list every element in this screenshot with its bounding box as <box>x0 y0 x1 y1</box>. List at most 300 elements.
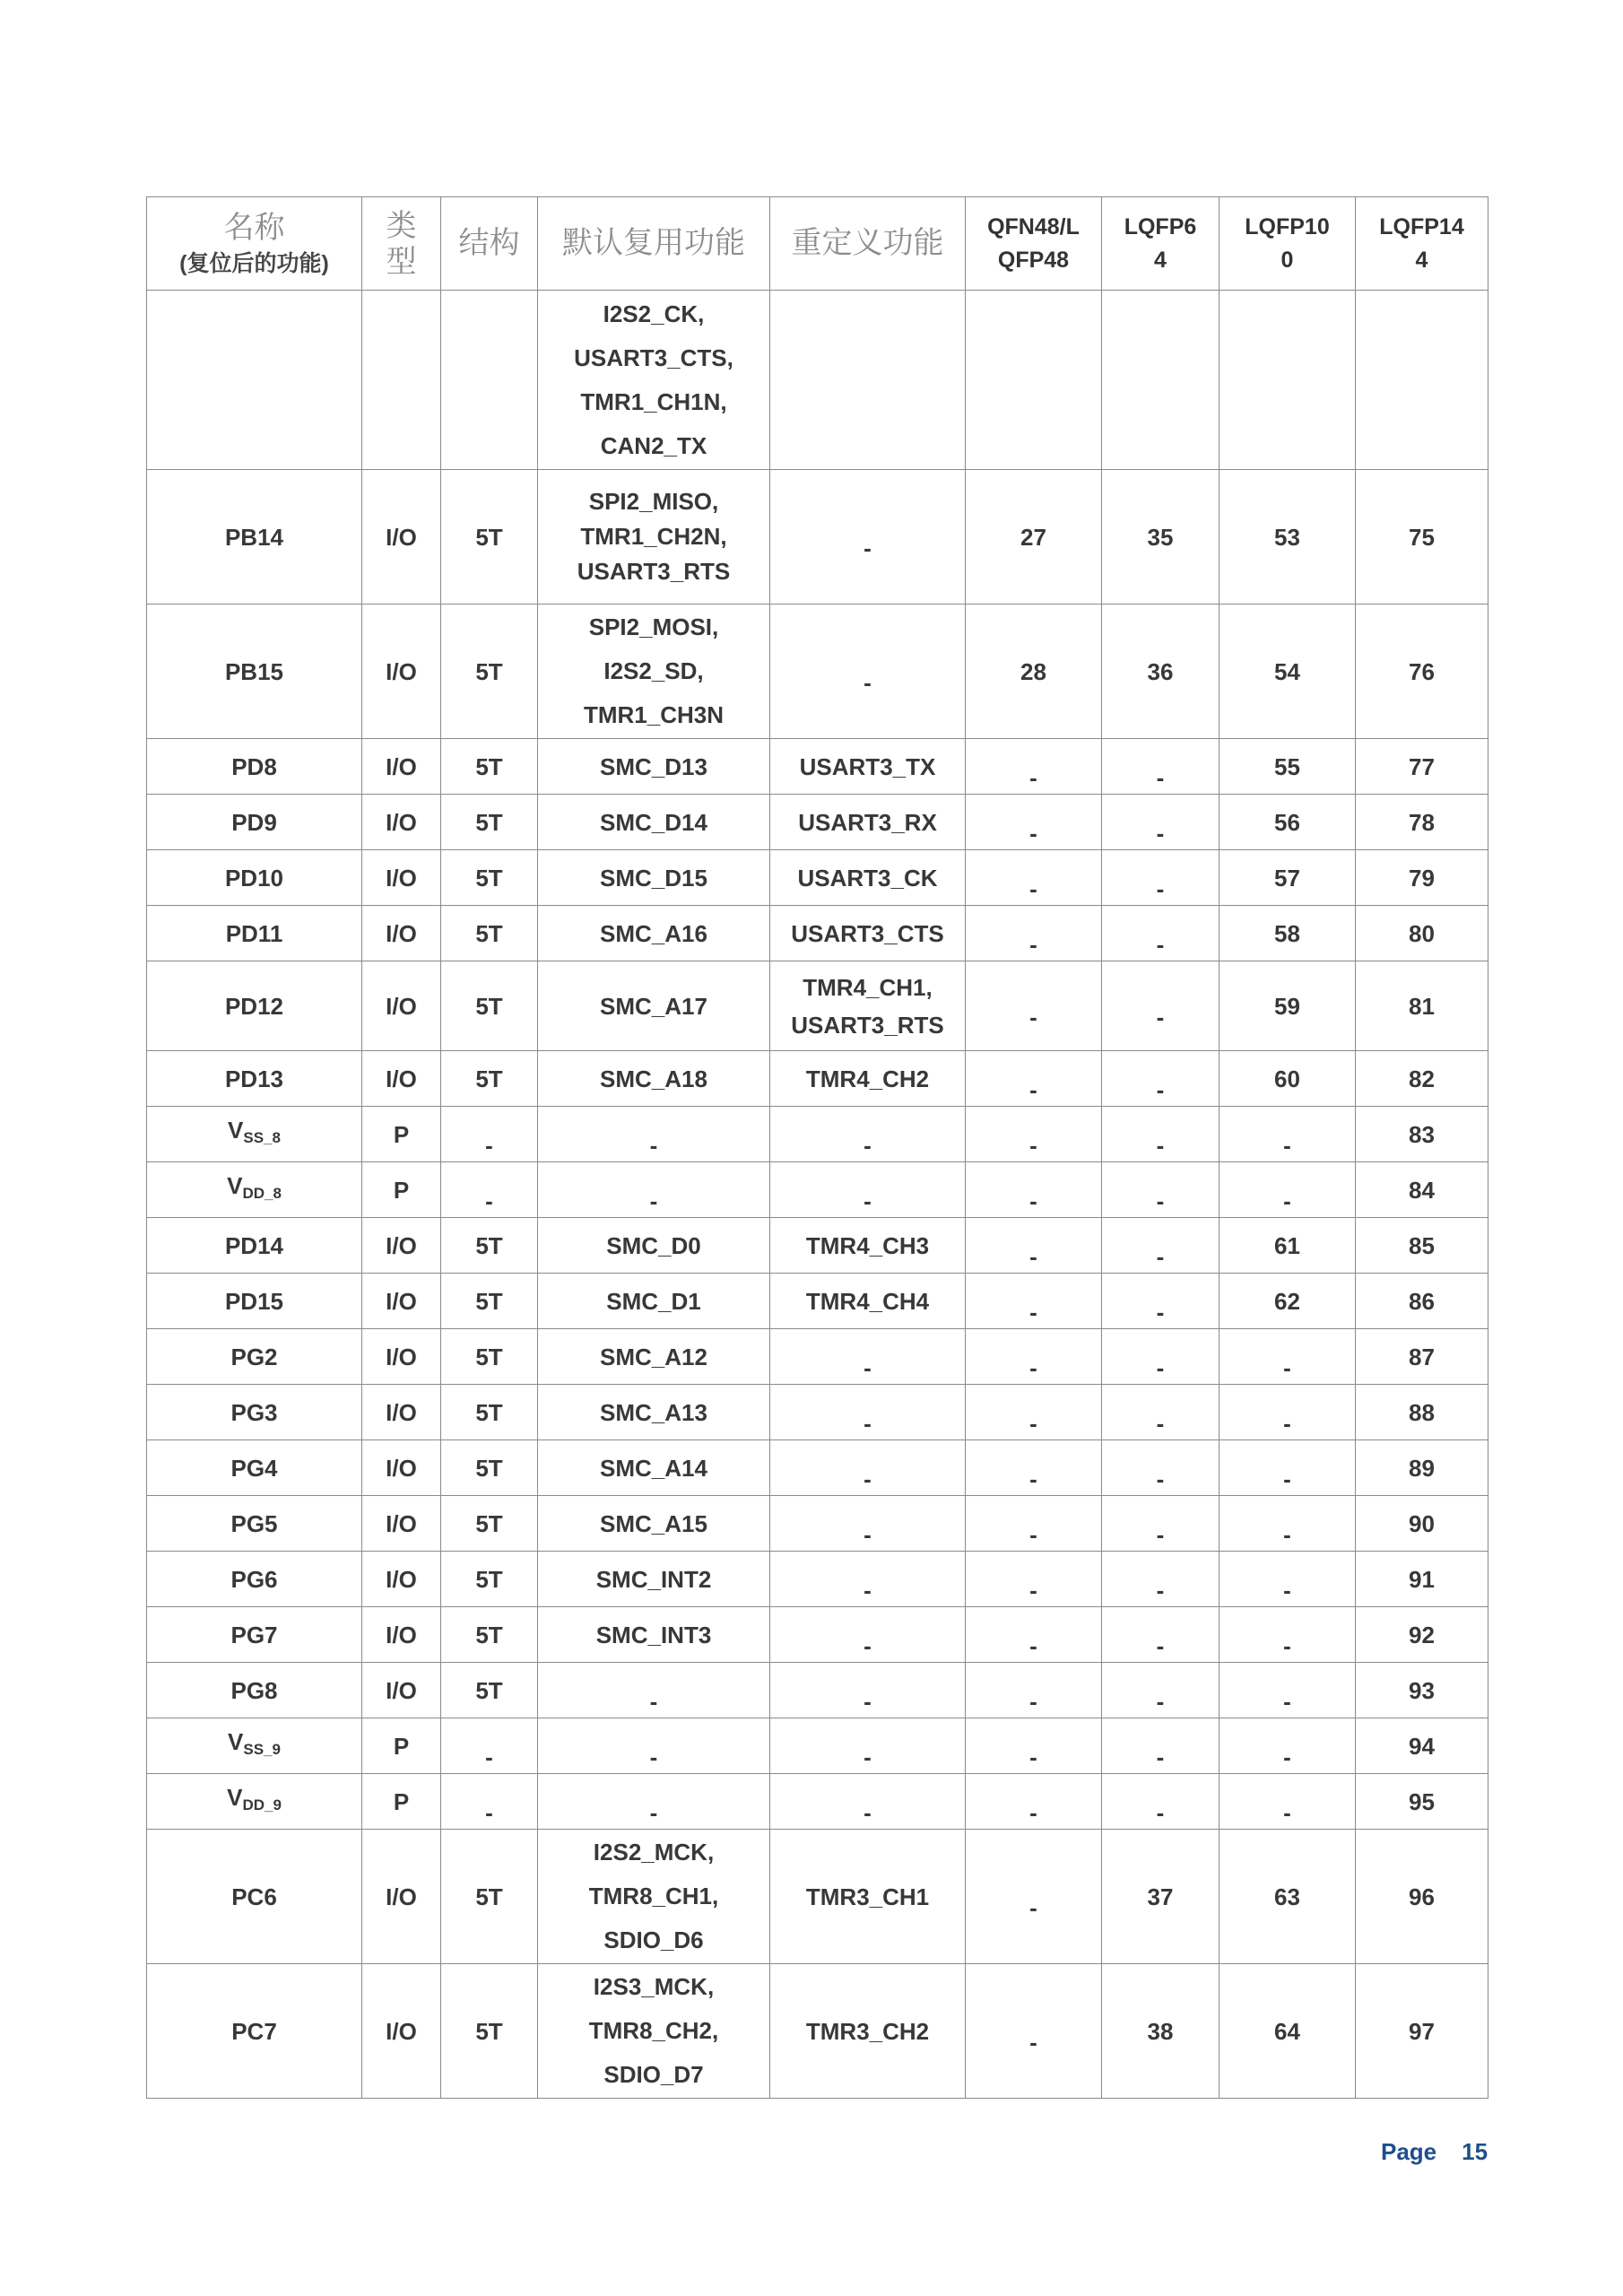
table-row <box>147 1496 1488 1552</box>
cell-name: PD12 <box>147 961 362 1051</box>
af-line: SDIO_D7 <box>603 2061 704 2088</box>
dash-mark: - <box>1283 1131 1291 1159</box>
dash-mark: - <box>1029 1465 1037 1492</box>
cell-name: PG6 <box>147 1552 362 1607</box>
header-name-sublabel: (复位后的功能) <box>179 250 329 276</box>
cell-lqfp64 <box>1102 1440 1219 1496</box>
cell-remap: TMR4_CH3 <box>770 1218 966 1274</box>
dash-mark: - <box>1283 1187 1291 1214</box>
cell-name: PC7 <box>147 1964 362 2099</box>
cell-lqfp100 <box>1219 1774 1356 1830</box>
dash-mark: - <box>649 1743 658 1770</box>
header-name <box>147 197 362 291</box>
cell-lqfp64 <box>1102 1107 1219 1162</box>
cell-lqfp64: 35 <box>1102 470 1219 604</box>
cell-default-af: SMC_D1 <box>538 1274 770 1329</box>
cell-default-af: SMC_D13 <box>538 739 770 795</box>
cell-name: PG4 <box>147 1440 362 1496</box>
power-pin-subscript: SS_8 <box>243 1129 281 1146</box>
cell-lqfp144: 87 <box>1356 1329 1488 1385</box>
cell-structure: 5T <box>441 1552 538 1607</box>
cell-structure <box>441 1718 538 1774</box>
cell-qfn48 <box>966 1552 1102 1607</box>
table-row <box>147 470 1488 604</box>
cell-default-af: SMC_A15 <box>538 1496 770 1552</box>
cell-lqfp144: 90 <box>1356 1496 1488 1552</box>
af-line: I2S3_MCK, <box>593 1973 715 2000</box>
dash-mark: - <box>864 1798 872 1826</box>
cell-structure: 5T <box>441 1385 538 1440</box>
dash-mark: - <box>1283 1520 1291 1548</box>
dash-mark: - <box>1029 874 1037 902</box>
table-row <box>147 1964 1488 2099</box>
cell-remap <box>770 1162 966 1218</box>
dash-mark: - <box>1029 763 1037 791</box>
table-row <box>147 1385 1488 1440</box>
dash-mark: - <box>1156 1631 1165 1659</box>
cell-lqfp100 <box>1219 291 1356 470</box>
cell-lqfp100 <box>1219 1329 1356 1385</box>
cell-structure: 5T <box>441 1440 538 1496</box>
cell-type: I/O <box>362 1440 441 1496</box>
cell-default-af: SMC_INT3 <box>538 1607 770 1663</box>
cell-default-af <box>538 1107 770 1162</box>
header-qfn48-line1: QFN48/L <box>987 213 1080 239</box>
cell-lqfp144: 94 <box>1356 1718 1488 1774</box>
cell-type: I/O <box>362 1964 441 2099</box>
cell-qfn48 <box>966 291 1102 470</box>
cell-name: PD11 <box>147 906 362 961</box>
cell-qfn48 <box>966 1607 1102 1663</box>
dash-mark: - <box>649 1687 658 1715</box>
cell-default-af <box>538 1964 770 2099</box>
cell-remap: USART3_CK <box>770 850 966 906</box>
power-pin-subscript: SS_9 <box>243 1741 281 1758</box>
cell-name: PG2 <box>147 1329 362 1385</box>
cell-lqfp64 <box>1102 1552 1219 1607</box>
dash-mark: - <box>1156 1743 1165 1770</box>
dash-mark: - <box>864 1743 872 1770</box>
cell-default-af <box>538 1162 770 1218</box>
cell-structure: 5T <box>441 795 538 850</box>
cell-lqfp64 <box>1102 1385 1219 1440</box>
table-row <box>147 604 1488 739</box>
cell-remap <box>770 470 966 604</box>
dash-mark: - <box>649 1131 658 1159</box>
cell-name: PD15 <box>147 1274 362 1329</box>
cell-default-af: SMC_D0 <box>538 1218 770 1274</box>
cell-qfn48 <box>966 1385 1102 1440</box>
table-row <box>147 850 1488 906</box>
table-header-row <box>147 197 1488 291</box>
cell-remap: USART3_TX <box>770 739 966 795</box>
cell-structure: 5T <box>441 961 538 1051</box>
cell-lqfp100: 62 <box>1219 1274 1356 1329</box>
table-row <box>147 961 1488 1051</box>
dash-mark: - <box>485 1798 493 1826</box>
cell-qfn48 <box>966 1663 1102 1718</box>
cell-structure: 5T <box>441 1964 538 2099</box>
cell-lqfp144: 75 <box>1356 470 1488 604</box>
cell-lqfp144: 92 <box>1356 1607 1488 1663</box>
cell-lqfp144: 81 <box>1356 961 1488 1051</box>
table-row <box>147 1718 1488 1774</box>
table-row <box>147 1218 1488 1274</box>
cell-type: I/O <box>362 1830 441 1964</box>
cell-lqfp144: 97 <box>1356 1964 1488 2099</box>
cell-structure: 5T <box>441 1051 538 1107</box>
cell-qfn48 <box>966 1440 1102 1496</box>
af-line: TMR1_CH1N, <box>580 387 727 415</box>
cell-type: P <box>362 1718 441 1774</box>
cell-structure: 5T <box>441 1329 538 1385</box>
cell-qfn48: 27 <box>966 470 1102 604</box>
cell-lqfp100: 58 <box>1219 906 1356 961</box>
cell-lqfp100: 53 <box>1219 470 1356 604</box>
dash-mark: - <box>1283 1687 1291 1715</box>
table-row <box>147 1552 1488 1607</box>
cell-name: PB14 <box>147 470 362 604</box>
cell-lqfp64 <box>1102 1051 1219 1107</box>
cell-name <box>147 1774 362 1830</box>
cell-lqfp144: 91 <box>1356 1552 1488 1607</box>
dash-mark: - <box>1029 1075 1037 1103</box>
cell-type <box>362 291 441 470</box>
cell-lqfp64 <box>1102 1218 1219 1274</box>
cell-type: I/O <box>362 1496 441 1552</box>
cell-qfn48 <box>966 906 1102 961</box>
cell-lqfp144: 78 <box>1356 795 1488 850</box>
cell-qfn48 <box>966 850 1102 906</box>
dash-mark: - <box>1029 1631 1037 1659</box>
cell-structure: 5T <box>441 906 538 961</box>
cell-lqfp64: 36 <box>1102 604 1219 739</box>
header-lqfp64 <box>1102 197 1219 291</box>
cell-qfn48 <box>966 961 1102 1051</box>
cell-structure <box>441 1162 538 1218</box>
header-lqfp100 <box>1219 197 1356 291</box>
dash-mark: - <box>1156 1576 1165 1604</box>
dash-mark: - <box>864 534 872 561</box>
header-type <box>362 197 441 291</box>
dash-mark: - <box>864 1687 872 1715</box>
power-pin-main: V <box>227 1784 243 1811</box>
cell-qfn48 <box>966 1496 1102 1552</box>
af-line: CAN2_TX <box>600 431 707 459</box>
header-type-line1: 类 <box>386 208 417 243</box>
cell-lqfp64 <box>1102 1162 1219 1218</box>
af-line: TMR8_CH1, <box>588 1883 719 1909</box>
cell-type: I/O <box>362 604 441 739</box>
cell-lqfp64 <box>1102 1718 1219 1774</box>
dash-mark: - <box>864 1131 872 1159</box>
cell-lqfp100: 55 <box>1219 739 1356 795</box>
dash-mark: - <box>1029 1743 1037 1770</box>
af-line: TMR1_CH2N, <box>580 523 727 550</box>
cell-lqfp144: 83 <box>1356 1107 1488 1162</box>
cell-remap <box>770 1496 966 1552</box>
cell-name <box>147 291 362 470</box>
dash-mark: - <box>1283 1743 1291 1770</box>
cell-remap <box>770 1329 966 1385</box>
header-default-af <box>538 197 770 291</box>
cell-structure: 5T <box>441 470 538 604</box>
dash-mark: - <box>1029 2028 1037 2056</box>
table-row <box>147 795 1488 850</box>
cell-qfn48 <box>966 1830 1102 1964</box>
dash-mark: - <box>1156 1187 1165 1214</box>
cell-lqfp64 <box>1102 1774 1219 1830</box>
dash-mark: - <box>1156 874 1165 902</box>
cell-lqfp144: 89 <box>1356 1440 1488 1496</box>
dash-mark: - <box>649 1187 658 1214</box>
cell-default-af <box>538 1718 770 1774</box>
cell-name: PD10 <box>147 850 362 906</box>
cell-default-af: SMC_D14 <box>538 795 770 850</box>
cell-lqfp64 <box>1102 1607 1219 1663</box>
dash-mark: - <box>485 1743 493 1770</box>
dash-mark: - <box>864 1465 872 1492</box>
cell-lqfp64: 37 <box>1102 1830 1219 1964</box>
cell-default-af: SMC_INT2 <box>538 1552 770 1607</box>
af-line: SDIO_D6 <box>603 1926 704 1953</box>
dash-mark: - <box>1029 1242 1037 1270</box>
header-type-line2: 型 <box>386 244 417 279</box>
header-qfn48-line2: QFP48 <box>997 247 1070 273</box>
cell-lqfp144: 93 <box>1356 1663 1488 1718</box>
cell-lqfp144: 86 <box>1356 1274 1488 1329</box>
cell-lqfp100: 59 <box>1219 961 1356 1051</box>
cell-qfn48 <box>966 1329 1102 1385</box>
cell-lqfp100 <box>1219 1440 1356 1496</box>
cell-remap <box>770 291 966 470</box>
cell-remap <box>770 1385 966 1440</box>
table-row <box>147 906 1488 961</box>
dash-mark: - <box>864 1353 872 1381</box>
cell-type: P <box>362 1774 441 1830</box>
header-lqfp144-line2: 4 <box>1415 247 1428 273</box>
cell-qfn48 <box>966 1964 1102 2099</box>
cell-name: PG7 <box>147 1607 362 1663</box>
cell-lqfp100: 57 <box>1219 850 1356 906</box>
cell-name <box>147 1107 362 1162</box>
dash-mark: - <box>864 1631 872 1659</box>
cell-remap: TMR4_CH4 <box>770 1274 966 1329</box>
cell-lqfp100: 63 <box>1219 1830 1356 1964</box>
dash-mark: - <box>1029 1298 1037 1326</box>
dash-mark: - <box>485 1131 493 1159</box>
cell-lqfp144: 80 <box>1356 906 1488 961</box>
cell-lqfp100 <box>1219 1496 1356 1552</box>
af-line: USART3_RTS <box>577 558 731 585</box>
cell-default-af: SMC_A17 <box>538 961 770 1051</box>
cell-structure <box>441 291 538 470</box>
page-label: Page <box>1381 2138 1437 2165</box>
cell-name: PG3 <box>147 1385 362 1440</box>
cell-type: I/O <box>362 1329 441 1385</box>
cell-qfn48 <box>966 795 1102 850</box>
cell-lqfp144: 95 <box>1356 1774 1488 1830</box>
cell-lqfp100 <box>1219 1607 1356 1663</box>
cell-default-af <box>538 470 770 604</box>
cell-remap: TMR3_CH2 <box>770 1964 966 2099</box>
af-line: TMR8_CH2, <box>588 2017 719 2044</box>
header-lqfp144 <box>1356 197 1488 291</box>
cell-remap <box>770 1718 966 1774</box>
dash-mark: - <box>1029 1520 1037 1548</box>
page-footer <box>1381 2138 1488 2166</box>
dash-mark: - <box>1029 930 1037 958</box>
cell-structure: 5T <box>441 1607 538 1663</box>
cell-structure: 5T <box>441 1218 538 1274</box>
cell-lqfp64 <box>1102 961 1219 1051</box>
cell-remap <box>770 604 966 739</box>
dash-mark: - <box>1029 1893 1037 1921</box>
cell-type: I/O <box>362 1385 441 1440</box>
cell-type: I/O <box>362 906 441 961</box>
table-row <box>147 1051 1488 1107</box>
dash-mark: - <box>1283 1576 1291 1604</box>
dash-mark: - <box>1029 819 1037 847</box>
cell-lqfp64 <box>1102 795 1219 850</box>
dash-mark: - <box>1156 1687 1165 1715</box>
cell-type: I/O <box>362 1552 441 1607</box>
cell-lqfp100 <box>1219 1663 1356 1718</box>
cell-lqfp64 <box>1102 1663 1219 1718</box>
af-line: I2S2_SD, <box>603 657 704 684</box>
cell-type: I/O <box>362 739 441 795</box>
header-remap <box>770 197 966 291</box>
cell-name: PC6 <box>147 1830 362 1964</box>
cell-remap <box>770 1607 966 1663</box>
cell-type: I/O <box>362 1607 441 1663</box>
dash-mark: - <box>864 1520 872 1548</box>
cell-name: PB15 <box>147 604 362 739</box>
header-qfn48 <box>966 197 1102 291</box>
cell-remap: USART3_CTS <box>770 906 966 961</box>
power-pin-main: V <box>227 1172 243 1199</box>
dash-mark: - <box>649 1798 658 1826</box>
cell-lqfp64 <box>1102 739 1219 795</box>
dash-mark: - <box>1156 1298 1165 1326</box>
header-structure <box>441 197 538 291</box>
cell-lqfp100: 61 <box>1219 1218 1356 1274</box>
dash-mark: - <box>1029 1576 1037 1604</box>
cell-lqfp64 <box>1102 906 1219 961</box>
cell-lqfp100 <box>1219 1552 1356 1607</box>
dash-mark: - <box>1156 1075 1165 1103</box>
table-row <box>147 1274 1488 1329</box>
cell-lqfp144: 84 <box>1356 1162 1488 1218</box>
af-line: I2S2_CK, <box>603 300 705 327</box>
af-line: USART3_CTS, <box>574 344 733 371</box>
cell-structure: 5T <box>441 739 538 795</box>
header-lqfp100-line1: LQFP10 <box>1245 213 1330 239</box>
dash-mark: - <box>1156 1242 1165 1270</box>
cell-remap <box>770 1552 966 1607</box>
af-line: SPI2_MOSI, <box>588 613 719 640</box>
header-lqfp144-line1: LQFP14 <box>1379 213 1464 239</box>
cell-lqfp144 <box>1356 291 1488 470</box>
cell-structure: 5T <box>441 604 538 739</box>
header-remap-label: 重定义功能 <box>791 226 944 260</box>
cell-type: I/O <box>362 961 441 1051</box>
cell-name: PG8 <box>147 1663 362 1718</box>
header-default-af-label: 默认复用功能 <box>562 226 745 260</box>
dash-mark: - <box>1283 1631 1291 1659</box>
cell-default-af: SMC_A13 <box>538 1385 770 1440</box>
cell-default-af: SMC_A16 <box>538 906 770 961</box>
cell-qfn48 <box>966 1107 1102 1162</box>
dash-mark: - <box>1156 930 1165 958</box>
dash-mark: - <box>1156 1520 1165 1548</box>
table-row <box>147 1774 1488 1830</box>
cell-default-af: SMC_A12 <box>538 1329 770 1385</box>
cell-default-af: SMC_A14 <box>538 1440 770 1496</box>
cell-type: I/O <box>362 1218 441 1274</box>
dash-mark: - <box>1029 1003 1037 1031</box>
cell-structure <box>441 1107 538 1162</box>
dash-mark: - <box>1156 1798 1165 1826</box>
table-row-continuation <box>147 291 1488 470</box>
power-pin-main: V <box>228 1728 244 1755</box>
cell-remap <box>770 1107 966 1162</box>
cell-type: I/O <box>362 1051 441 1107</box>
cell-default-af <box>538 291 770 470</box>
table-row <box>147 1162 1488 1218</box>
cell-lqfp100 <box>1219 1107 1356 1162</box>
cell-qfn48 <box>966 1051 1102 1107</box>
cell-structure <box>441 1774 538 1830</box>
dash-mark: - <box>1283 1353 1291 1381</box>
dash-mark: - <box>864 1409 872 1437</box>
header-lqfp100-line2: 0 <box>1280 247 1294 273</box>
dash-mark: - <box>485 1187 493 1214</box>
power-pin-subscript: DD_9 <box>242 1796 282 1813</box>
dash-mark: - <box>1029 1687 1037 1715</box>
table-body <box>147 291 1488 2099</box>
dash-mark: - <box>1156 1465 1165 1492</box>
table-row <box>147 1830 1488 1964</box>
dash-mark: - <box>1156 1353 1165 1381</box>
dash-mark: - <box>1156 819 1165 847</box>
cell-lqfp144: 85 <box>1356 1218 1488 1274</box>
pin-definition-table <box>146 196 1488 2099</box>
cell-lqfp100: 64 <box>1219 1964 1356 2099</box>
table-row <box>147 1329 1488 1385</box>
cell-default-af <box>538 604 770 739</box>
cell-lqfp64 <box>1102 1274 1219 1329</box>
header-structure-label: 结构 <box>458 226 520 260</box>
cell-name: PG5 <box>147 1496 362 1552</box>
cell-remap <box>770 1663 966 1718</box>
header-name-label: 名称 <box>223 210 285 245</box>
cell-type: P <box>362 1107 441 1162</box>
cell-lqfp144: 96 <box>1356 1830 1488 1964</box>
cell-name: PD9 <box>147 795 362 850</box>
cell-remap: TMR4_CH2 <box>770 1051 966 1107</box>
dash-mark: - <box>1029 1798 1037 1826</box>
cell-default-af: SMC_A18 <box>538 1051 770 1107</box>
page-number: 15 <box>1462 2138 1488 2165</box>
table-row <box>147 1607 1488 1663</box>
dash-mark: - <box>1156 1003 1165 1031</box>
cell-qfn48 <box>966 739 1102 795</box>
cell-lqfp64 <box>1102 850 1219 906</box>
cell-lqfp64 <box>1102 291 1219 470</box>
power-pin-main: V <box>228 1117 244 1144</box>
cell-default-af <box>538 1830 770 1964</box>
